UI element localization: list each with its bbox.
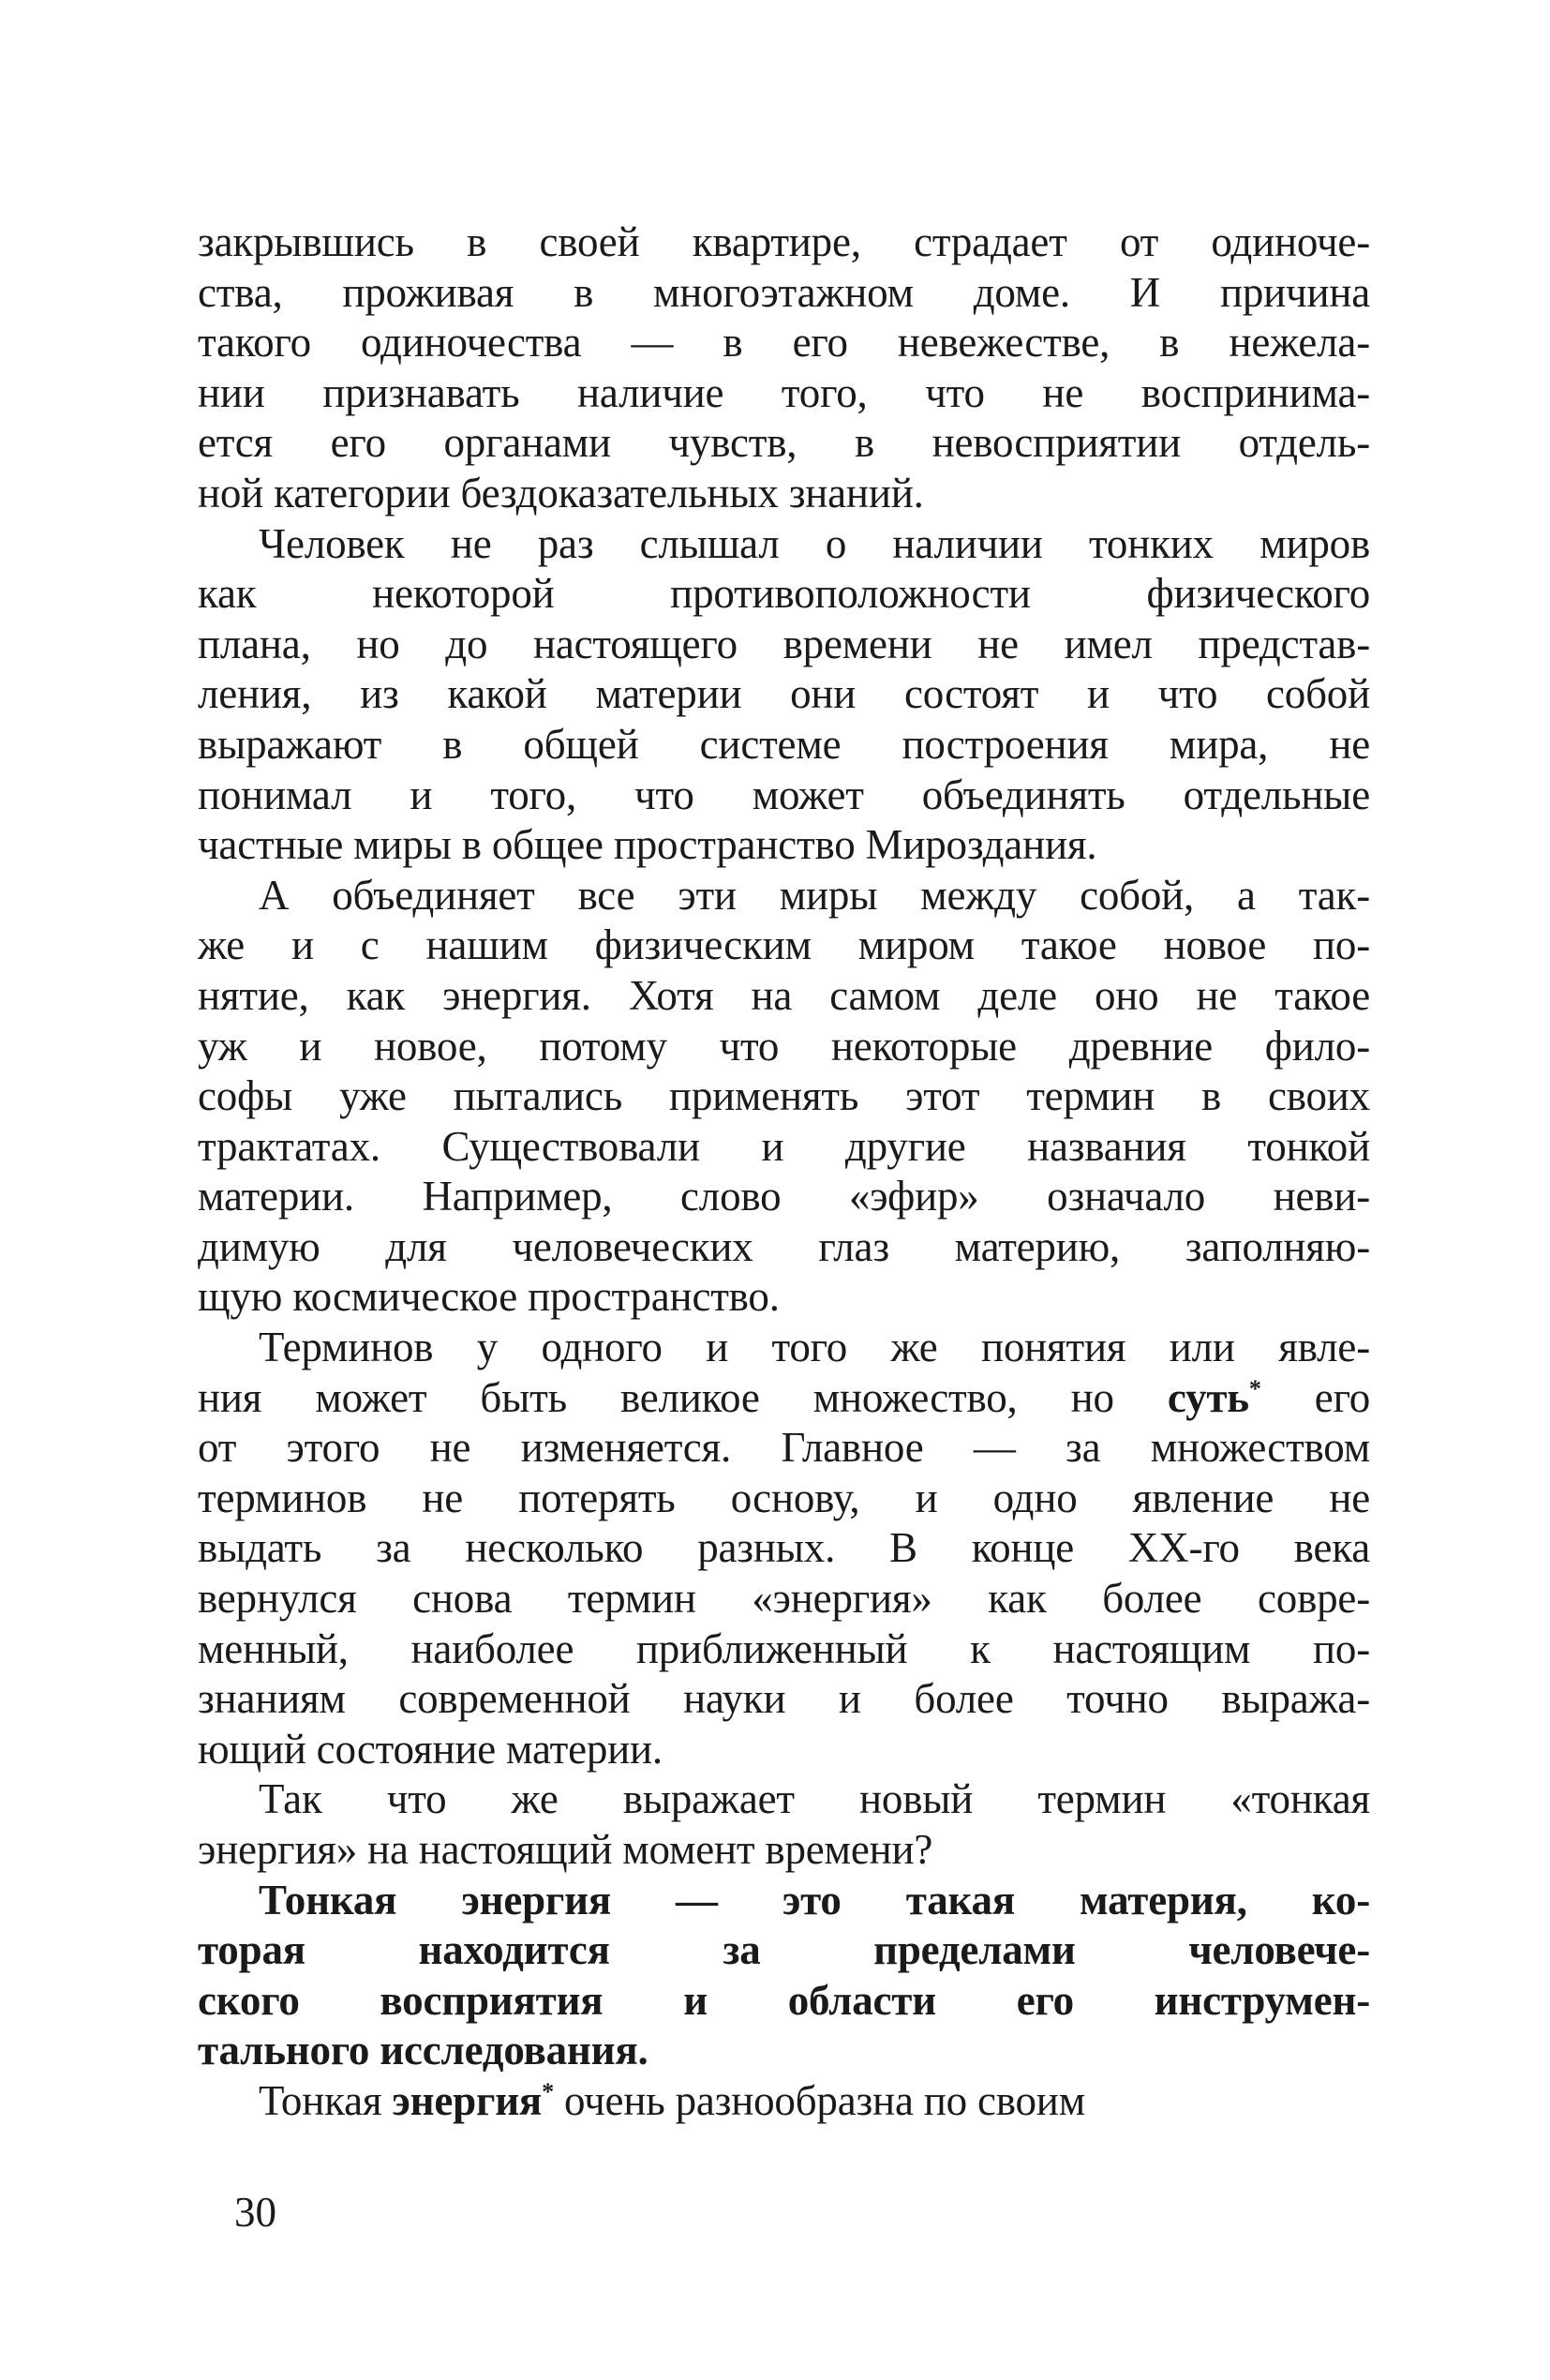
text-line: частные миры в общее пространство Мироздания. [198, 821, 1097, 869]
text-line: ется его органами чувств, в невосприятии отдель- [198, 419, 1370, 467]
text-line: ния может быть великое множество, но суть* его [198, 1373, 1371, 1421]
text-line: софы уже пытались применять этот термин в своих [198, 1072, 1370, 1120]
text-line: нятие, как энергия. Хотя на самом деле оно не такое [198, 971, 1370, 1019]
paragraph [198, 1323, 1370, 1774]
text-block [198, 217, 1370, 2127]
text-line: понимал и того, что может объединять отдельные [198, 771, 1370, 818]
paragraph [198, 217, 1370, 519]
paragraph [198, 1774, 1370, 1875]
text-line: тального исследования. [198, 2027, 648, 2074]
paragraph [198, 519, 1370, 871]
text-line: трактатах. Существовали и другие названия тонкой [198, 1122, 1370, 1170]
text-line: А объединяет все эти миры между собой, а так- [259, 871, 1370, 919]
text-line: ского восприятия и области его инструмен- [198, 1976, 1370, 2024]
text-line: энергия» на настоящий момент времени? [198, 1826, 933, 1873]
text-line: Терминов у одного и того же понятия или явле- [259, 1324, 1370, 1371]
text-line: как некоторой противоположности физического [198, 570, 1370, 618]
text-line: торая находится за пределами человече- [198, 1926, 1370, 1974]
text-line: Тонкая энергия — это такая материя, ко- [259, 1876, 1370, 1923]
text-line: Тонкая энергия* очень разнообразна по своим [259, 2076, 1085, 2124]
text-line: Так что же выражает новый термин «тонкая [259, 1775, 1370, 1823]
text-line: вернулся снова термин «энергия» как более совре- [198, 1575, 1370, 1623]
text-line: ной категории бездоказательных знаний. [198, 469, 924, 516]
text-line: димую для человеческих глаз материю, заполняю- [198, 1222, 1370, 1270]
text-line: терминов не потерять основу, и одно явление не [198, 1474, 1370, 1521]
text-line: материи. Например, слово «эфир» означало неви- [198, 1173, 1370, 1220]
text-line: же и с нашим физическим миром такое новое по- [198, 921, 1370, 969]
text-line: такого одиночества — в его невежестве, в нежела- [198, 319, 1370, 367]
paragraph [198, 871, 1370, 1323]
text-line: нии признавать наличие того, что не воспринима- [198, 368, 1370, 416]
text-line: знаниям современной науки и более точно выража- [198, 1675, 1370, 1723]
text-line: уж и новое, потому что некоторые древние фило- [198, 1022, 1370, 1070]
paragraph [198, 1876, 1370, 2076]
text-line: закрывшись в своей квартире, страдает от одиноче- [198, 218, 1370, 265]
text-line: ления, из какой материи они состоят и что собой [198, 670, 1370, 718]
page-number: 30 [234, 2189, 276, 2236]
text-line: от этого не изменяется. Главное — за множеством [198, 1424, 1370, 1472]
text-line: Человек не раз слышал о наличии тонких миров [259, 519, 1370, 567]
text-line: щую космическое пространство. [198, 1273, 780, 1321]
text-line: ства, проживая в многоэтажном доме. И причина [198, 268, 1370, 316]
text-line: менный, наиболее приближенный к настоящим по- [198, 1624, 1370, 1672]
paragraph [198, 2076, 1370, 2127]
text-line: выражают в общей системе построения мира, не [198, 720, 1370, 768]
text-line: ющий состояние материи. [198, 1725, 663, 1773]
text-line: плана, но до настоящего времени не имел представ- [198, 620, 1370, 667]
text-line: выдать за несколько разных. В конце XX-го века [198, 1524, 1370, 1572]
